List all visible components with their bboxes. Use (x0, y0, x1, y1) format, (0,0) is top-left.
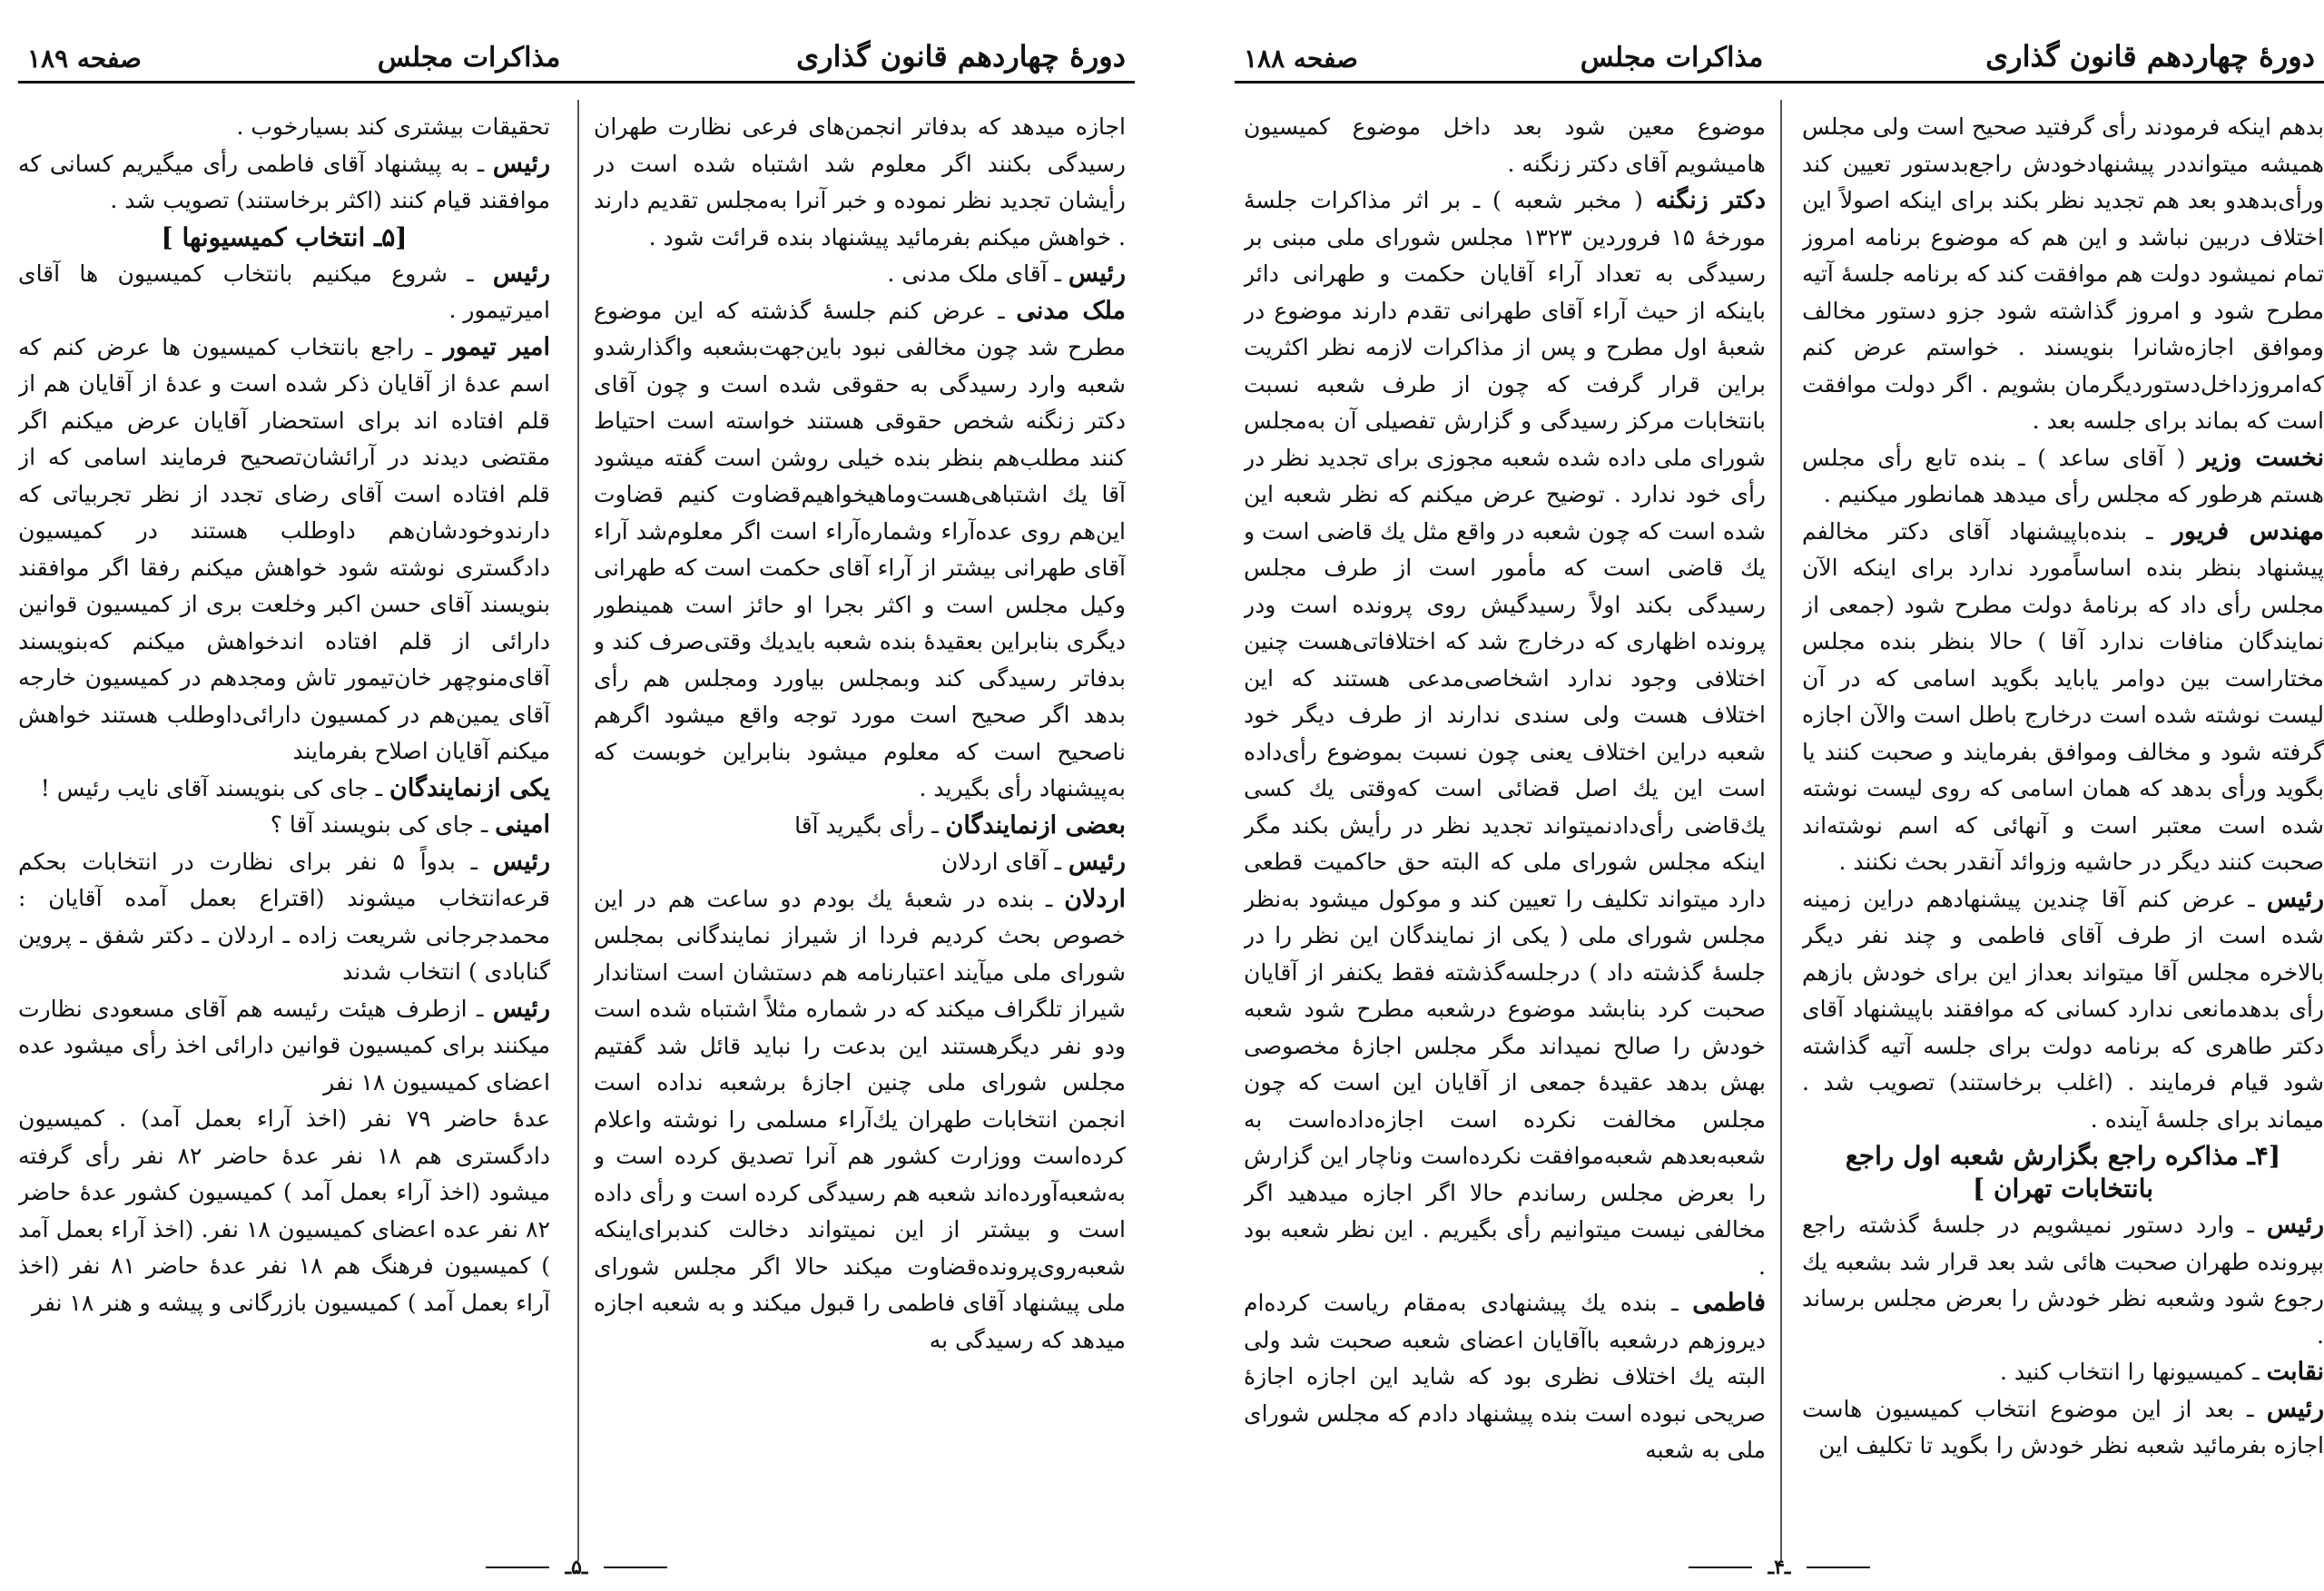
speaker-name: دکتر زنگنه (1655, 186, 1766, 214)
paragraph (594, 881, 1126, 1360)
page-footer (18, 1554, 1135, 1581)
paragraph-text: ـ وارد دستور نمیشویم در جلسهٔ گذشته راجع بپرونده طهران صحبت هائی شد بعد قرار شد بشعبه یك رجوع شود وشعبه نظر خودش را بعرض مجلس برساند . (1802, 1212, 2324, 1349)
footer-page-number: ـ۴ـ (1768, 1556, 1791, 1579)
paragraph-text: ـ بنده در شعبهٔ یك بودم دو ساعت هم در این خصوص بحث کردیم فردا از شیراز نمایندگانی بمجلس شورای ملی میآیند اعتبارنامه هم دستشان است استاندار شیراز تلگراف میکند که در شماره مثلاً اشتباه شده است ودو نفر دیگرهستند این بدعت را نباید قائل شد گفتیم مجلس شورای ملی چنین اجازهٔ برشعبه نداده است انجمن انتخابات طهران یك‌آراء مسلمی را نوشته واعلام کرده‌است ووزارت کشور هم آنرا تصدیق کرده است و به‌شعبه‌آورده‌اند شعبه هم رسیدگی کرده است و رأی داده است و بیشتر از این نمیتواند دخالت کندبرای‌اینکه شعبه‌روی‌پرونده‌قضاوت میکند حالا اگر مجلس شورای ملی پیشنهاد آقای فاطمی را قبول میکند و به شعبه اجازه میدهد که رسیدگی به (594, 885, 1126, 1353)
header-section: مذاکرات مجلس (377, 42, 561, 74)
column-divider (1780, 100, 1782, 1561)
paragraph-text: ـ بنده‌باپیشنهاد آقای دکتر مخالفم پیشنهاد بنظر بنده اساساًمورد ندارد برای اینکه الآن مجلس رأی داد که برنامهٔ دولت مطرح شود (جمعی از نمایندگان منافات ندارد آقا ) حالا بنظر بنده مجلس مختاراست بین دوامر یاباید بگوید اسامی که در آن لیست نوشته شده است درخارج باطل است والآن اجازه گرفته شود و مخالف وموافق بفرمایند و صحبت کنند یا بگوید ورأی بدهد که همان اسامی که روی لیست نوشته شده است معتبر است و آنهائی که اسم نوشته‌اند صحبت کنند دیگر در حاشیه وزوائد آنقدر بحث نکنند . (1802, 517, 2324, 875)
page-header (1235, 0, 2324, 83)
paragraph-text: ـ عرض کنم آقا چندین پیشنهادهم دراین زمینه شده است از طرف آقای فاطمی و چند نفر دیگر بالاخره مجلس آقا میتواند بعداز این برای خودش بازهم رأی بدهدمانعی ندارد کسانی که موافقند باپیشنهاد آقای دکتر طاهری که برنامه دولت برای جلسه آتیه گذاشته شود قیام فرمایند . (اغلب برخاستند) تصویب شد . میماند برای جلسهٔ آینده . (1802, 885, 2324, 1133)
paragraph-text: عدهٔ حاضر ۷۹ نفر (اخذ آراء بعمل آمد) . کمیسیون دادگستری هم ۱۸ نفر عدهٔ حاضر ۸۲ نفر رأی گرفته میشود (اخذ آراء بعمل آمد ) کمیسیون کشور عدهٔ حاضر ۸۲ نفر عده اعضای کمیسیون ۱۸ نفر. (اخذ آراء بعمل آمد ) کمیسیون فرهنگ هم ۱۸ نفر عدهٔ حاضر ۸۱ نفر (اخذ آراء بعمل آمد ) کمیسیون بازرگانی و پیشه و هنر ۱۸ نفر (18, 1105, 550, 1316)
speaker-name: امیر تیمور (443, 332, 550, 361)
text-column-left (1244, 109, 1766, 1543)
speaker-name: رئیس (2266, 1211, 2324, 1239)
paragraph (594, 109, 1126, 256)
speaker-name: مهندس فریور (2171, 516, 2324, 545)
speaker-name: ملک مدنی (1016, 296, 1126, 325)
book-gutter (1135, 0, 1235, 1591)
page-188 (1235, 0, 2324, 1591)
section-heading: [۵ـ انتخاب کمیسیونها ] (161, 221, 408, 252)
paragraph (1244, 109, 1766, 182)
paragraph (18, 109, 550, 146)
paragraph (18, 771, 550, 808)
speaker-name: رئیس (492, 149, 550, 178)
speaker-name: رئیس (1068, 848, 1126, 876)
speaker-name: رئیس (2266, 884, 2324, 913)
paragraph (594, 293, 1126, 808)
header-page-number: صفحه ۱۸۹ (27, 44, 142, 74)
paragraph (18, 329, 550, 771)
paragraph (18, 991, 550, 1102)
speaker-name: رئیس (492, 847, 550, 876)
paragraph-text: ـ ازطرف هیئت رئیسه هم آقای مسعودی نظارت میکنند برای کمیسیون قوانین دارائی اخذ رأی میشود عده اعضای کمیسیون ۱۸ نفر (18, 995, 550, 1095)
paragraph (18, 844, 550, 991)
paragraph-text: ـ جای کی بنویسند آقای نایب رئیس ! (40, 774, 383, 801)
paragraph (1802, 881, 2324, 1139)
paragraph-text: ـ کمیسیونها را انتخاب کنید . (1999, 1359, 2260, 1385)
paragraph-text: ـ شروع میکنیم بانتخاب کمیسیون ها آقای امیرتیمور . (18, 260, 550, 323)
header-title: دورهٔ چهاردهم قانون گذاری (796, 39, 1126, 74)
column-divider (577, 100, 579, 1561)
speaker-name: رئیس (2266, 1394, 2324, 1423)
footer-page-number: ـ۵ـ (565, 1556, 588, 1579)
text-column-right (1802, 109, 2324, 1543)
page-footer (1235, 1554, 2324, 1581)
header-page-number: صفحه ۱۸۸ (1244, 44, 1358, 74)
paragraph (18, 1101, 550, 1321)
paragraph (594, 844, 1126, 881)
paragraph-text: ـ رأی بگیرید آقا (794, 811, 939, 839)
speaker-name: نقابت (2266, 1358, 2324, 1386)
paragraph-text: ـ بعد از این موضوع انتخاب کمیسیون هاست اجازه بفرمائید شعبه نظر خودش را بگوید تا تکلیف این (1802, 1395, 2324, 1458)
header-section: مذاکرات مجلس (1580, 42, 1764, 74)
text-column-left (18, 109, 550, 1543)
paragraph-text: ( آقای ساعد ) ـ بنده تابع رأی مجلس هستم هرطور که مجلس رأی میدهد همانطور میکنیم . (1802, 444, 2324, 507)
section-heading: [۴ـ مذاکره راجع بگزارش شعبه اول راجع بانتخابات تهران ] (1845, 1141, 2281, 1203)
paragraph-text: بدهم اینکه فرمودند رأی گرفتید صحیح است ولی مجلس همیشه میتوانددر پیشنهادخودش راجع‌بدستور تعیین کند ورأی‌بدهدو بعد هم تجدید نظر بکند برای اینکه اصولاً این اختلاف دربین نباشد و این هم که موضوع برنامه امروز تمام نمیشود دولت هم موافقت کند که برنامه جلسهٔ آتیه مطرح شود و امروز گذاشته شود جزو دستور مخالف وموافق اجازه‌شانرا بنویسند . خواستم عرض کنم که‌امروزداخل‌دستوردیگرمان بشویم . اگر دولت موافقت است که بماند برای جلسه بعد . (1802, 113, 2324, 434)
speaker-name: رئیس (492, 994, 550, 1023)
speaker-name: رئیس (492, 259, 550, 288)
paragraph (1244, 1285, 1766, 1469)
paragraph-text: ـ بنده یك پیشنهادی به‌مقام ریاست کرده‌ام دیروزهم درشعبه باآقایان اعضای شعبه صحبت شد ولی البته یك اختلاف نظری بود که شاید این اجازه اجازهٔ صریحی نبوده است بنده پیشنهاد دادم که مجلس شورای ملی به شعبه (1244, 1290, 1766, 1463)
paragraph (1802, 1391, 2324, 1465)
paragraph (1802, 514, 2324, 881)
speaker-name: اردلان (1064, 884, 1126, 913)
speaker-name: فاطمی (1692, 1289, 1766, 1317)
paragraph-text: ـ جای کی بنویسند آقا ؟ (270, 811, 488, 838)
paragraph (18, 146, 550, 220)
paragraph (18, 256, 550, 329)
paragraph-text: ـ آقای ملک مدنی . (887, 260, 1061, 287)
paragraph-text: ـ آقای اردلان (940, 849, 1061, 875)
paragraph (1802, 440, 2324, 514)
speaker-name: نخست وزیر (2197, 443, 2324, 472)
paragraph-text: اجازه میدهد که بدفاتر انجمن‌های فرعی نظارت طهران رسیدگی بکنند اگر معلوم شد اشتباه شده است در رأیشان تجدید نظر نموده و خبر آنرا به‌مجلس تقدیم دارند . خواهش میکنم بفرمائید پیشنهاد بنده قرائت شود . (594, 113, 1126, 250)
paragraph (594, 808, 1126, 845)
paragraph (1802, 1354, 2324, 1391)
speaker-name: امینی (495, 810, 550, 839)
paragraph-text: ـ بدواً ۵ نفر برای نظارت در انتخابات بحکم قرعه‌انتخاب میشوند (اقتراع بعمل آمده آقایان : محمدجرجانی شریعت زاده ـ اردلان ـ دکتر شفق ـ پروین گنابادی ) انتخاب شدند (18, 848, 550, 985)
paragraph-text: تحقیقات بیشتری کند بسیارخوب . (236, 113, 550, 140)
speaker-name: رئیس (1068, 260, 1126, 288)
paragraph (1802, 109, 2324, 440)
page-header (18, 0, 1135, 83)
header-title: دورهٔ چهاردهم قانون گذاری (1985, 39, 2315, 74)
paragraph-text: ( مخبر شعبه ) ـ بر اثر مذاکرات جلسهٔ مورخهٔ ۱۵ فروردین ۱۳۲۳ مجلس شورای ملی مبنی بر رسیدگی به تعداد آراء آقایان حکمت و طهرانی دائر باینکه از حیث آراء آقای طهرانی تقدم دارند موضوع در شعبهٔ اول مطرح و پس از مذاکرات لازمه نظر اکثریت براین قرار گرفت که چون از طرف شعبه نسبت بانتخابات مرکز رسیدگی و گزارش تفصیلی آن به‌مجلس شورای ملی داده شده شعبه مجوزی برای تجدید نظر در رأی خود ندارد . توضیح عرض میکنم که نظر شعبه این شده است که چون شعبه در واقع مثل یك قاضی است و یك قاضی است که مأمور است از طرف مجلس رسیدگی بکند اولاً رسیدگیش روی پرونده است ودر پرونده اظهاری که درخارج شد که اختلافاتی‌هست چنین اختلافی وجود ندارد اشخاصی‌مدعی هستند که این اختلاف هست ولی سندی ندارند از طرف دیگر خود شعبه دراین اختلاف یعنی چون نسبت بموضوع رأی‌داده است این یك اصل قضائی است که‌وقتی یك کسی یك‌قاضی رأی‌دادنمیتواند تجدید نظر در رأیش بکند مگر اینکه مجلس شورای ملی که البته حق حاکمیت قطعی دارد میتواند تکلیف را تعیین کند و موکول میشود به‌نظر مجلس شورای ملی ( یکی از نمایندگان این نظر را در جلسهٔ گذشته داد ) درجلسه‌گذشته فقط یکنفر از آقایان صحبت کرد بنابشد موضوع درشعبه مطرح شود شعبه خودش را صالح نمیداند مگر مجلس اجازهٔ مخصوصی بهش بدهد عقیدهٔ جمعی از آقایان این است که چون مجلس مخالفت نکرده است اجازه‌داده‌است به شعبه‌بعدهم شعبه‌موافقت نکرده‌است وناچار این گزارش را بعرض مجلس رساندم حالا اگر اجازه میدهید اگر مخالفی نیست میتوانیم رأی بگیریم . این نظر شعبه بود . (1244, 187, 1766, 1280)
paragraph (594, 256, 1126, 293)
paragraph-text: ـ عرض کنم جلسهٔ گذشته که این موضوع مطرح شد چون مخالفی نبود باین‌جهت‌بشعبه واگذارشدو شعبه وارد رسیدگی به حقوقی شده است و چون آقای دکتر زنگنه شخص حقوقی هستند خواسته است احتیاط کنند مطلب‌هم بنظر بنده خیلی روشن است گفته میشود آقا یك اشتباهی‌هست‌وماهیخواهیم‌قضاوت کنیم قضاوت این‌هم روی عده‌آراء وشماره‌آراء است اگر معلوم‌شد آراء آقای طهرانی بیشتر از آراء آقای حکمت است که طهرانی وکیل مجلس است و اکثر بجرا او حائز است همینطور دیگری بنابراین بعقیدهٔ بنده شعبه بایدیك وقتی‌صرف کند و بدفاتر رسیدگی کند وبمجلس بیاورد ومجلس هم رأی بدهد اگر صحیح است مورد توجه واقع میشود اگرهم ناصحیح است که معلوم میشود بنابراین خوبست که به‌پیشنهاد رأی بگیرید . (594, 297, 1126, 801)
page-189 (18, 0, 1135, 1591)
speaker-name: یکی ازنمایندگان (389, 773, 550, 802)
paragraph-text: ـ راجع بانتخاب کمیسیون ها عرض کنم که اسم عدهٔ از آقایان ذکر شده است و عدهٔ از آقایان هم از قلم افتاده اند برای استحضار آقایان عرض میکنم اگر مقتضی دیدند در آرائشان‌تصحیح فرمایند اسامی که از قلم افتاده است آقای رضای تجدد از نظر تجربیاتی که دارند‌وخودشان‌هم داوطلب هستند در کمیسیون دادگستری نوشته شود خواهش میکنم رفقا اگر موافقند بنویسند آقای حسن اکبر وخلعت بری از کمیسیون قوانین دارائی از قلم افتاده اندخواهش میکنم که‌بنویسند آقای‌منوچهر خان‌تیمور تاش ومجدهم در کمیسیون خارجه آقای یمین‌هم در کمسیون دارائی‌داوطلب هستند خواهش میکنم آقایان اصلاح بفرمایند (18, 333, 550, 764)
paragraph (1802, 1207, 2324, 1354)
text-column-right (594, 109, 1126, 1543)
paragraph-text: ـ به پیشنهاد آقای فاطمی رأی میگیریم کسانی که موافقند قیام کنند (اکثر برخاستند) تصویب شد . (18, 150, 550, 213)
paragraph (18, 807, 550, 844)
paragraph-text: موضوع معین شود بعد داخل موضوع کمیسیون هامیشویم آقای دکتر زنگنه . (1244, 113, 1766, 177)
speaker-name: بعضی ازنمایندگان (945, 810, 1126, 840)
paragraph (1244, 182, 1766, 1285)
